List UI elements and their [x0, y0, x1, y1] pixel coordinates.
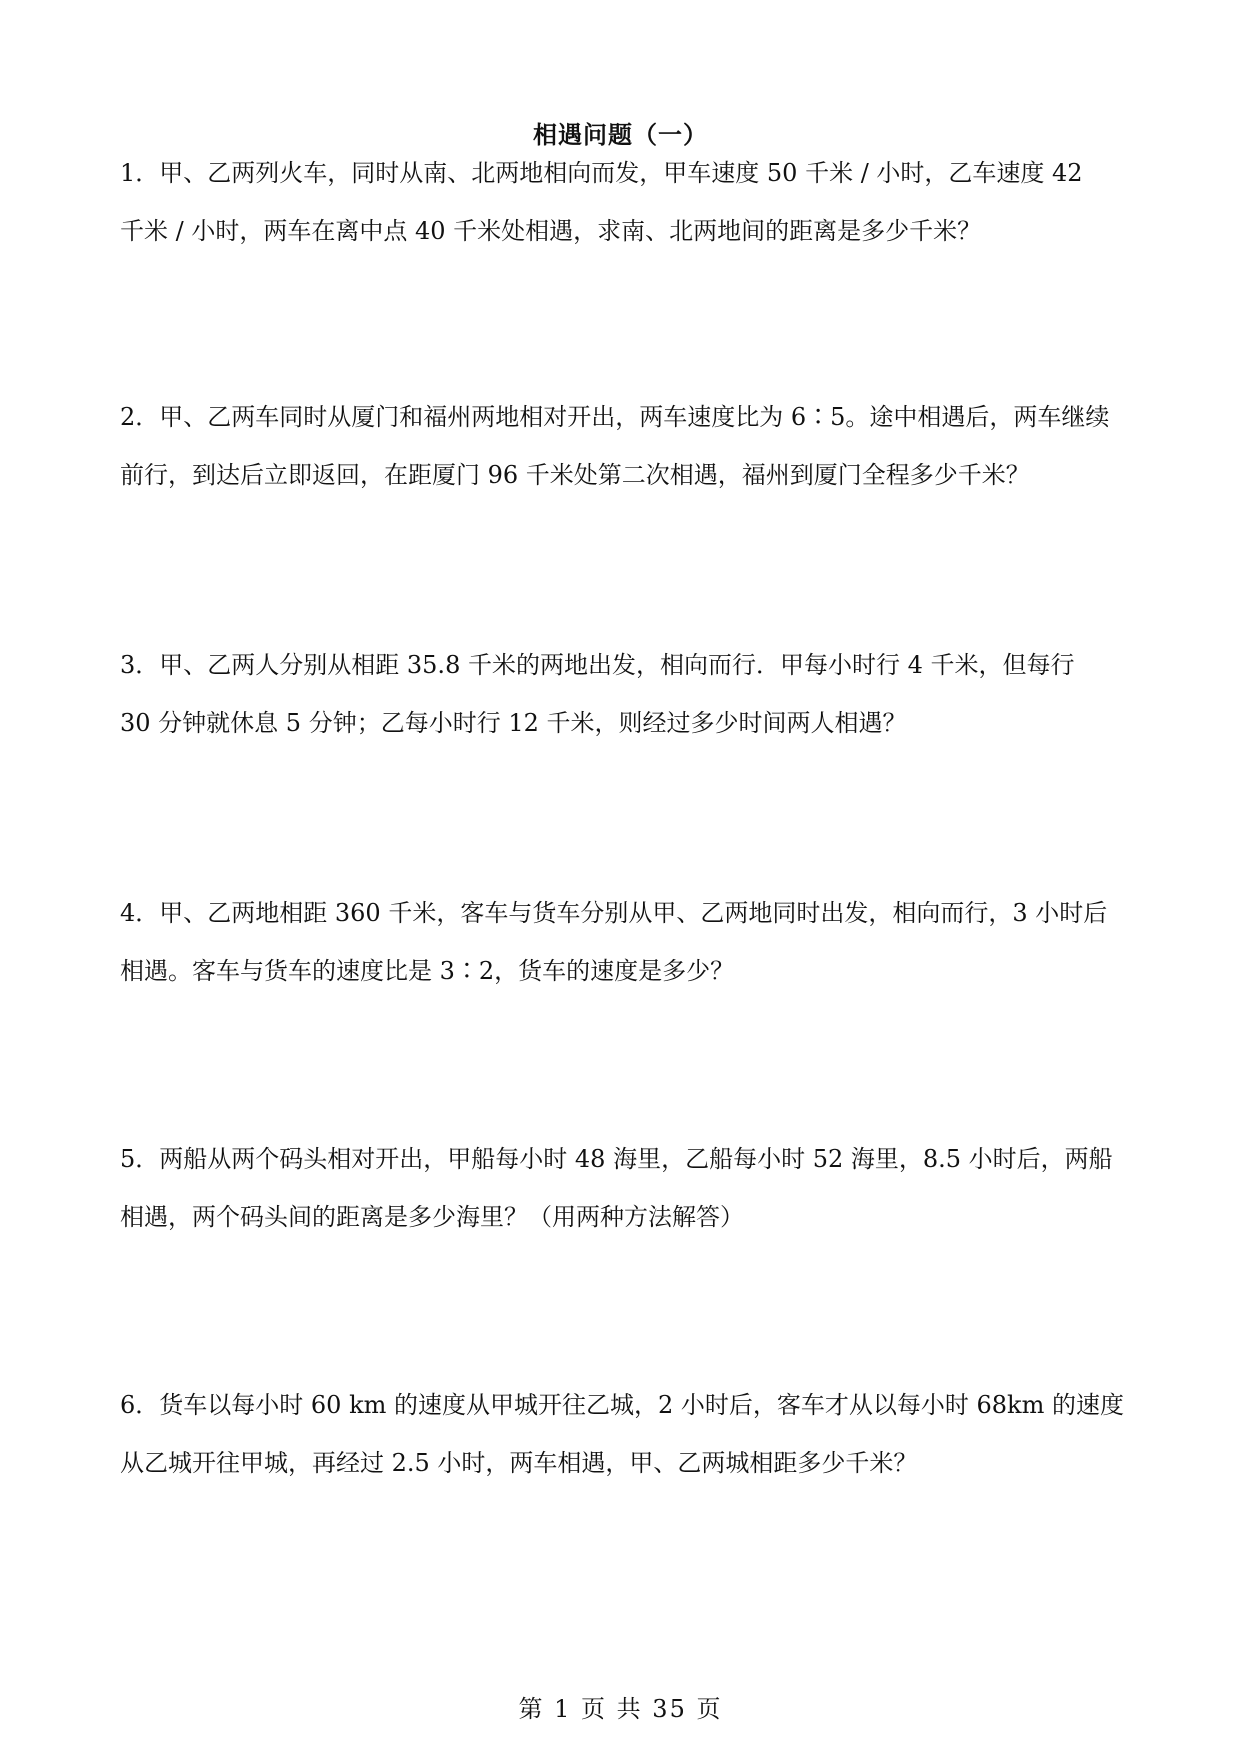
- problem-line: 30 分钟就休息 5 分钟；乙每小时行 12 千米，则经过多少时间两人相遇？: [120, 709, 907, 737]
- problem-2: [120, 400, 1120, 492]
- problem-line: 千米 / 小时，两车在离中点 40 千米处相遇，求南、北两地间的距离是多少千米？: [120, 217, 982, 245]
- problem-4: [120, 896, 1120, 988]
- page-footer: 第 1 页 共 35 页: [518, 1695, 723, 1723]
- problem-3: [120, 648, 1120, 740]
- problem-line: 相遇。客车与货车的速度比是 3∶2，货车的速度是多少？: [120, 957, 735, 985]
- problem-1: [120, 156, 1120, 248]
- page-title: 相遇问题（一）: [533, 120, 708, 149]
- problem-line: 前行，到达后立即返回，在距厦门 96 千米处第二次相遇，福州到厦门全程多少千米？: [120, 461, 1030, 489]
- problem-5: [120, 1142, 1120, 1234]
- problem-6: [120, 1388, 1124, 1480]
- problem-line: 4．甲、乙两地相距 360 千米，客车与货车分别从甲、乙两地同时出发，相向而行，3 小时后: [120, 899, 1108, 927]
- problem-line: 从乙城开往甲城，再经过 2.5 小时，两车相遇，甲、乙两城相距多少千米？: [120, 1449, 918, 1477]
- problem-line: 5．两船从两个码头相对开出，甲船每小时 48 海里，乙船每小时 52 海里，8.5 小时后，两船: [120, 1145, 1113, 1173]
- problem-line: 1．甲、乙两列火车，同时从南、北两地相向而发，甲车速度 50 千米 / 小时，乙车速度 42: [120, 159, 1083, 187]
- problem-line: 相遇，两个码头间的距离是多少海里？（用两种方法解答）: [120, 1203, 744, 1231]
- problem-line: 3．甲、乙两人分别从相距 35.8 千米的两地出发，相向而行．甲每小时行 4 千米，但每行: [120, 651, 1075, 679]
- problem-line: 6．货车以每小时 60 km 的速度从甲城开往乙城，2 小时后，客车才从以每小时 68km 的速度: [120, 1391, 1124, 1419]
- problem-line: 2．甲、乙两车同时从厦门和福州两地相对开出，两车速度比为 6∶5。途中相遇后，两车继续: [120, 403, 1110, 431]
